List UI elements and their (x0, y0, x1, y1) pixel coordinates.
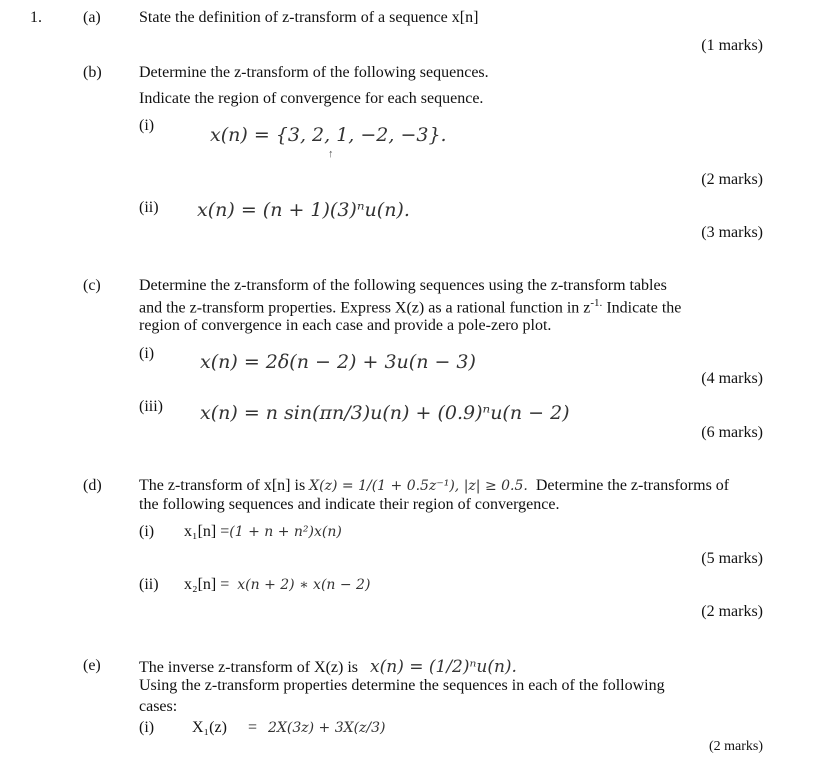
part-b-line1: Determine the z-transform of the following sequences. (139, 64, 489, 81)
part-d-ii-equation (184, 576, 370, 594)
part-d-i-marks: (5 marks) (701, 550, 763, 567)
part-e-i-marks: (2 marks) (708, 739, 763, 754)
part-d-label: (d) (83, 477, 102, 494)
part-d-i-lhs: x₁[n] = (184, 523, 230, 540)
part-b-ii-label: (ii) (139, 199, 159, 216)
question-number: 1. (30, 9, 42, 26)
part-b-i-label: (i) (139, 117, 155, 134)
part-e-label: (e) (83, 657, 101, 674)
part-e-i-equals: = (248, 719, 258, 736)
part-e-line2: Using the z-transform properties determine the sequences in each of the following (139, 677, 665, 694)
part-e-line1-text: The inverse z-transform of X(z) is (139, 659, 359, 676)
part-e-line3: cases: (139, 698, 178, 715)
part-d-ii-lhs: x₂[n] = (184, 576, 230, 593)
part-d-line1-tail: Determine the z-transforms of (535, 477, 730, 494)
part-c-i-label: (i) (139, 345, 155, 362)
part-d-i-equation (184, 523, 342, 541)
part-c-iii-expression: x(n) = n sin(πn/3)u(n) + (0.9)ⁿu(n − 2) (200, 402, 570, 424)
part-b-i-marks: (2 marks) (701, 171, 763, 188)
part-e-i-label: (i) (139, 719, 155, 736)
part-e-i-lhs: X₁(z) (192, 719, 227, 736)
part-d-line2: the following sequences and indicate their region of convergence. (139, 496, 560, 513)
part-c-iii-label: (iii) (139, 398, 163, 415)
origin-arrow-icon: ↑ (328, 148, 334, 160)
part-b-label: (b) (83, 64, 102, 81)
part-a-marks: (1 marks) (701, 37, 763, 54)
part-b-ii-marks: (3 marks) (701, 224, 763, 241)
part-c-line2-superscript: -1. (590, 297, 603, 309)
part-c-line2-text: and the z-transform properties. Express X(z) as a rational function in z (139, 299, 591, 317)
part-e-i-expression: 2X(3z) + 3X(z/3) (268, 720, 386, 736)
part-b-line2: Indicate the region of convergence for each sequence. (139, 90, 484, 107)
part-d-ii-label: (ii) (139, 576, 159, 593)
part-d-i-expression: (1 + n + n²)x(n) (229, 524, 342, 540)
part-c-line2-tail: Indicate the (602, 299, 682, 317)
part-c-line2 (139, 297, 681, 317)
part-a-text: State the definition of z-transform of a sequence x[n] (139, 9, 479, 26)
part-c-line1: Determine the z-transform of the following sequences using the z-transform tables (139, 277, 667, 294)
part-d-i-label: (i) (139, 523, 155, 540)
part-a-label: (a) (83, 9, 101, 26)
part-b-ii-expression: x(n) = (n + 1)(3)ⁿu(n). (197, 199, 410, 221)
part-e-line1 (139, 657, 517, 677)
part-c-i-expression: x(n) = 2δ(n − 2) + 3u(n − 3) (200, 351, 476, 373)
part-d-line1-expression: X(z) = 1/(1 + 0.5z⁻¹), |z| ≥ 0.5. (309, 478, 528, 494)
part-d-ii-marks: (2 marks) (701, 603, 763, 620)
part-b-i-expression: x(n) = {3, 2, 1, −2, −3}. (210, 124, 447, 146)
part-c-label: (c) (83, 277, 101, 294)
part-c-i-marks: (4 marks) (701, 370, 763, 387)
part-c-line3: region of convergence in each case and provide a pole-zero plot. (139, 317, 552, 334)
part-d-ii-expression: x(n + 2) ∗ x(n − 2) (237, 577, 371, 593)
part-e-line1-expression: x(n) = (1/2)ⁿu(n). (370, 657, 517, 677)
part-c-iii-marks: (6 marks) (701, 424, 763, 441)
part-d-line1-text: The z-transform of x[n] is (139, 477, 310, 494)
part-d-line1 (139, 477, 729, 495)
